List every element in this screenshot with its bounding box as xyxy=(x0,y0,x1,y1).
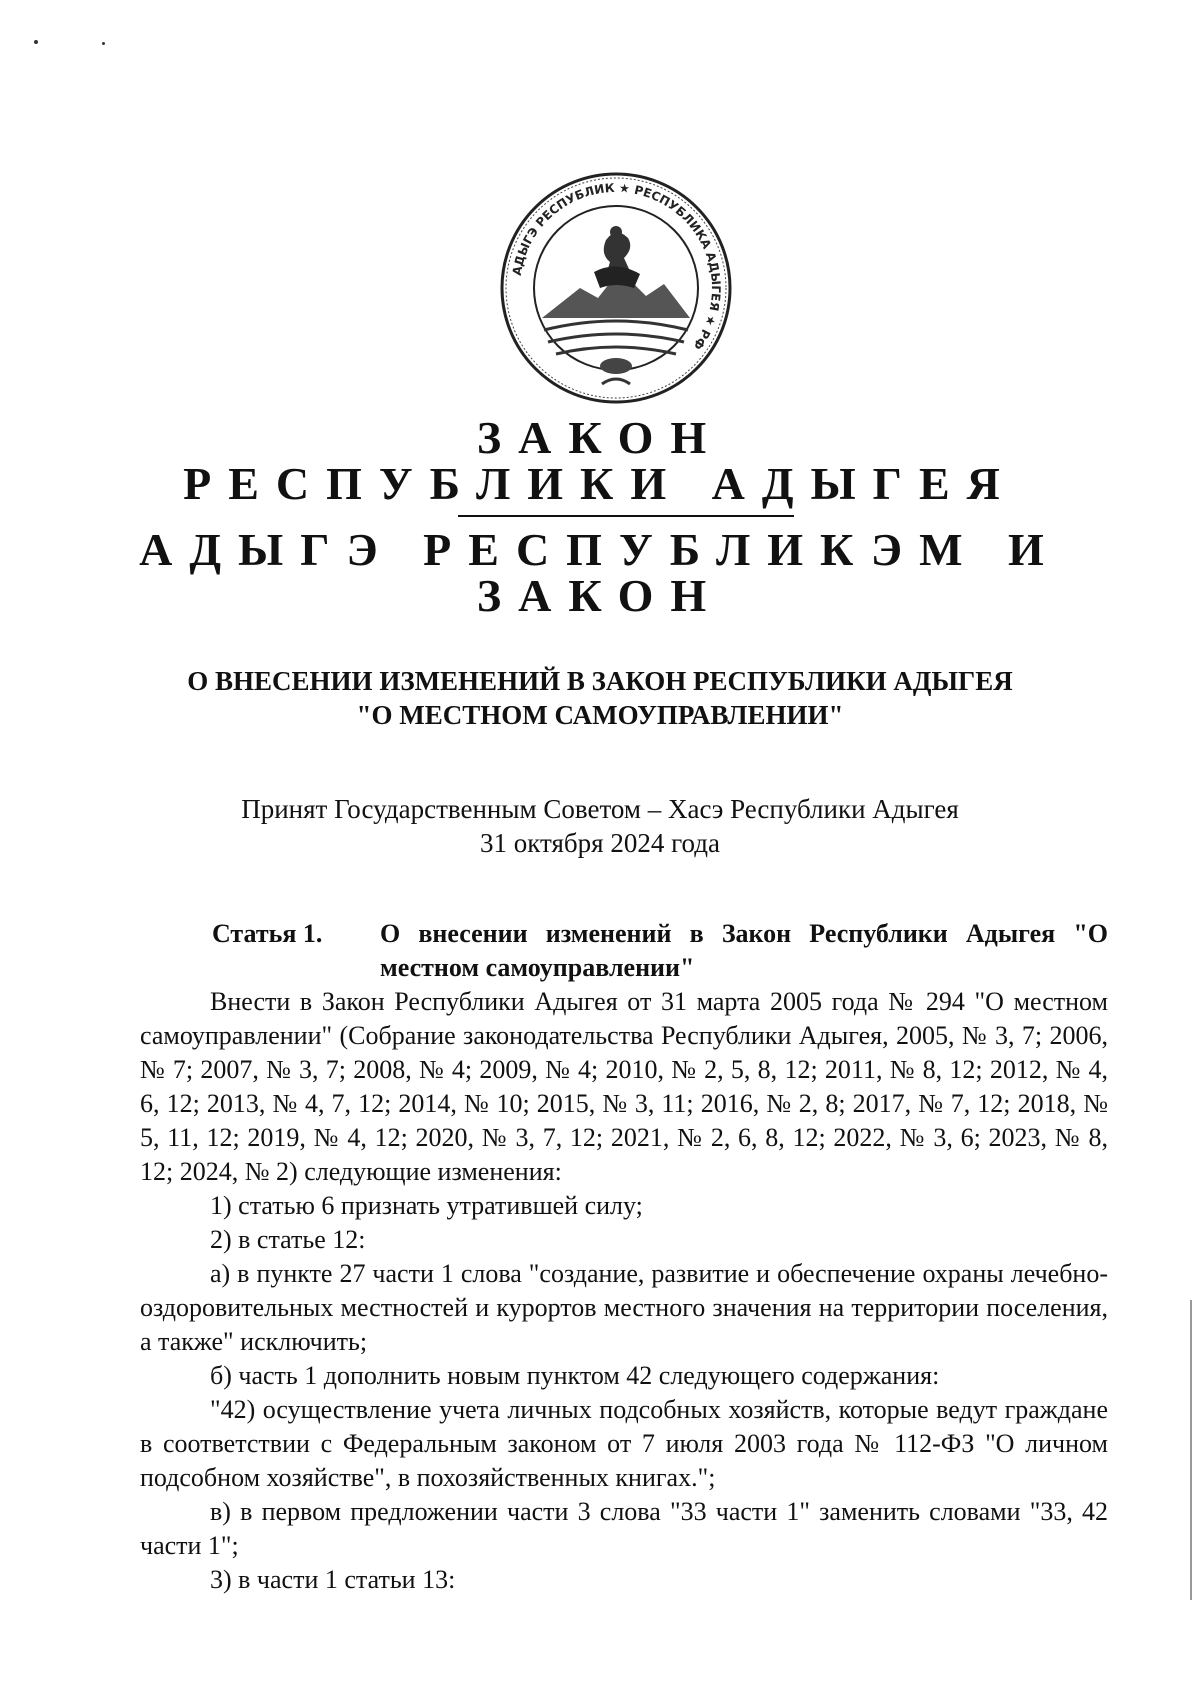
article-number: Статья 1. xyxy=(212,919,323,948)
title-respubliki-adygeya: РЕСПУБЛИКИ АДЫГЕЯ xyxy=(183,458,1017,509)
article-title: О внесении изменений в Закон Республики Адыгея "О местном самоуправлении" xyxy=(380,919,1108,982)
paragraph: а) в пункте 27 части 1 слова "создание, развитие и обеспечение охраны лечебно-оздоровительных местностей и курортов местного значения на территории поселения, а также" исключить; xyxy=(140,1259,1108,1356)
law-subject-line-2: "О МЕСТНОМ САМОУПРАВЛЕНИИ" xyxy=(356,700,844,730)
adoption-date: 31 октября 2024 года xyxy=(480,828,720,858)
law-subject xyxy=(0,664,1200,732)
paragraph: Внести в Закон Республики Адыгея от 31 марта 2005 года № 294 "О местном самоуправлении" (Собрание законодательства Республики Адыгея, 2005, № 3, 7; 2006, № 7; 2007, № 3, 7; 2008, № 4; 2009, № 4; 2010, № 2, 5, 8, 12; 2011, № 8, 12; 2012, № 4, 6, 12; 2013, № 4, 7, 12; 2014, № 10; 2015, № 3, 11; 2016, № 2, 8; 2017, № 7, 12; 2018, № 5, 11, 12; 2019, № 4, 12; 2020, № 3, 7, 12; 2021, № 2, 6, 8, 12; 2022, № 3, 6; 2023, № 8, 12; 2024, № 2) следующие изменения: xyxy=(140,987,1108,1186)
article-body xyxy=(140,985,1108,1597)
coat-of-arms-icon xyxy=(498,170,734,406)
adoption-body: Принят Государственным Советом – Хасэ Республики Адыгея xyxy=(241,794,959,824)
title-adyge-respublikem: АДЫГЭ РЕСПУБЛИКЭМ И xyxy=(139,524,1061,575)
law-subject-line-1: О ВНЕСЕНИИ ИЗМЕНЕНИЙ В ЗАКОН РЕСПУБЛИКИ АДЫГЕЯ xyxy=(187,666,1013,696)
paragraph: б) часть 1 дополнить новым пунктом 42 следующего содержания: xyxy=(210,1361,940,1390)
title-divider xyxy=(458,515,794,517)
emblem-ring-text: АДЫГЭ РЕСПУБЛИК ★ РЕСПУБЛИКА АДЫГЕЯ ★ РФ xyxy=(509,180,724,353)
title-zakon: ЗАКОН xyxy=(476,412,724,463)
paragraph: в) в первом предложении части 3 слова "33 части 1" заменить словами "33, 42 части 1"; xyxy=(140,1497,1108,1560)
paragraph: 3) в части 1 статьи 13: xyxy=(210,1565,456,1594)
paragraph: "42) осуществление учета личных подсобных хозяйств, которые ведут граждане в соответствии с Федеральным законом от 7 июля 2003 года № 112-ФЗ "О личном подсобном хозяйстве", в похозяйственных книгах."; xyxy=(140,1395,1108,1492)
adoption-note xyxy=(0,792,1200,860)
paragraph: 1) статью 6 признать утратившей силу; xyxy=(210,1191,643,1220)
paragraph: 2) в статье 12: xyxy=(210,1225,366,1254)
title-zakon-adyghe: ЗАКОН xyxy=(476,570,724,621)
